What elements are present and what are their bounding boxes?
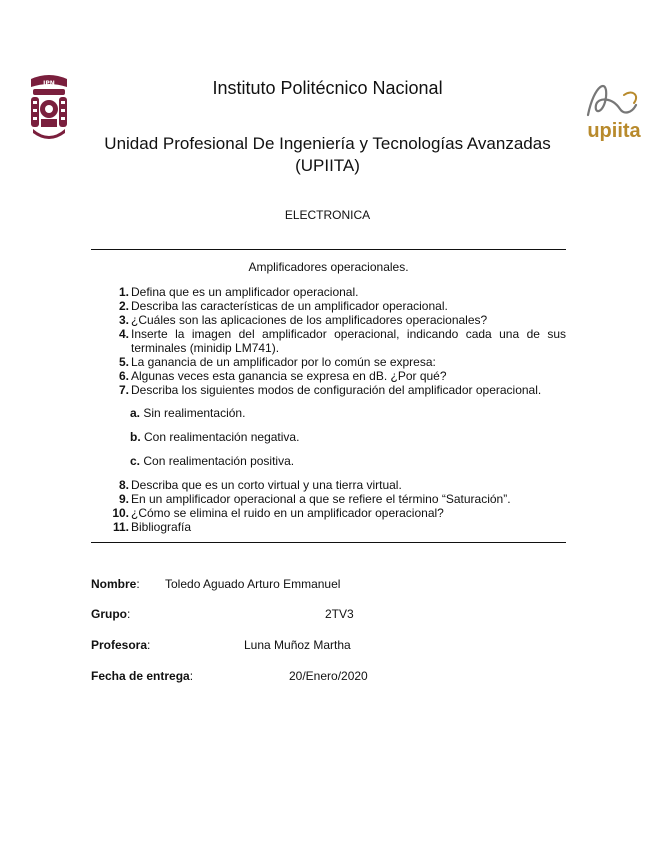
group-row xyxy=(91,607,130,621)
question-number: 10. xyxy=(112,506,129,520)
question-text: Algunas veces esta ganancia se expresa en dB. ¿Por qué? xyxy=(131,369,447,383)
question-item xyxy=(91,285,566,299)
question-text: Defina que es un amplificador operacional. xyxy=(131,285,359,299)
teacher-value: Luna Muñoz Martha xyxy=(244,638,351,652)
subitem-letter: c. xyxy=(130,454,141,468)
date-value: 20/Enero/2020 xyxy=(289,669,368,683)
question-number: 5. xyxy=(118,355,129,369)
subitem-text: Con realimentación negativa. xyxy=(144,430,300,444)
subject-title: ELECTRONICA xyxy=(284,208,371,222)
question-text: Describa los siguientes modos de configuración del amplificador operacional. xyxy=(131,383,542,397)
question-item xyxy=(91,327,566,355)
question-number: 9. xyxy=(118,492,129,506)
section-title: Amplificadores operacionales. xyxy=(248,260,409,274)
question-text: En un amplificador operacional a que se refiere el término “Saturación”. xyxy=(131,492,511,506)
question-text: ¿Cuáles son las aplicaciones de los amplificadores operacionales? xyxy=(131,313,488,327)
date-label: Fecha de entrega xyxy=(91,669,190,683)
question-text: Inserte la imagen del amplificador operacional, indicando cada una de sus terminales (minidip LM741). xyxy=(131,327,566,355)
question-text: Bibliografía xyxy=(131,520,192,534)
question-text: Describa que es un corto virtual y una tierra virtual. xyxy=(131,478,402,492)
subitem-letter: b. xyxy=(130,430,141,444)
subitem xyxy=(91,430,566,444)
teacher-colon: : xyxy=(147,638,151,652)
question-number: 2. xyxy=(118,299,129,313)
subitem-letter: a. xyxy=(130,406,141,420)
unit-name-line1: Unidad Profesional De Ingeniería y Tecnologías Avanzadas xyxy=(104,134,551,153)
question-number: 11. xyxy=(112,520,129,534)
question-number: 4. xyxy=(118,327,129,341)
question-item xyxy=(91,492,566,506)
question-number: 1. xyxy=(118,285,129,299)
unit-name-line2: (UPIITA) xyxy=(295,156,360,175)
date-row xyxy=(91,669,193,683)
question-item xyxy=(91,506,566,520)
ipn-logo-text: IPN xyxy=(43,80,55,87)
group-colon: : xyxy=(127,607,131,621)
question-text: La ganancia de un amplificador por lo común se expresa: xyxy=(131,355,436,369)
name-label: Nombre xyxy=(91,577,137,591)
question-item xyxy=(91,383,566,397)
question-number: 3. xyxy=(118,313,129,327)
institution-title: Instituto Politécnico Nacional xyxy=(212,78,443,98)
subitem xyxy=(91,454,566,468)
question-text: ¿Cómo se elimina el ruido en un amplificador operacional? xyxy=(131,506,444,520)
divider-top xyxy=(91,249,566,250)
question-text: Describa las características de un amplificador operacional. xyxy=(131,299,448,313)
upiita-logo-text: upiita xyxy=(587,120,641,142)
subitem-text: Con realimentación positiva. xyxy=(143,454,295,468)
date-colon: : xyxy=(189,669,194,683)
question-list xyxy=(91,285,566,534)
name-colon: : xyxy=(136,577,140,591)
question-item xyxy=(91,299,566,313)
subitem xyxy=(91,406,566,420)
question-number: 6. xyxy=(118,369,129,383)
unit-name xyxy=(95,133,560,177)
name-row xyxy=(91,577,140,591)
group-label: Grupo xyxy=(91,607,127,621)
teacher-row xyxy=(91,638,150,652)
subitem-text: Sin realimentación. xyxy=(143,406,246,420)
question-number: 7. xyxy=(118,383,129,397)
divider-bottom xyxy=(91,542,566,543)
question-item xyxy=(91,369,566,383)
question-item xyxy=(91,355,566,369)
question-item xyxy=(91,313,566,327)
name-value: Toledo Aguado Arturo Emmanuel xyxy=(165,577,341,591)
question-item xyxy=(91,478,566,492)
question-item xyxy=(91,520,566,534)
group-value: 2TV3 xyxy=(325,607,354,621)
question-number: 8. xyxy=(118,478,129,492)
teacher-label: Profesora xyxy=(91,638,148,652)
